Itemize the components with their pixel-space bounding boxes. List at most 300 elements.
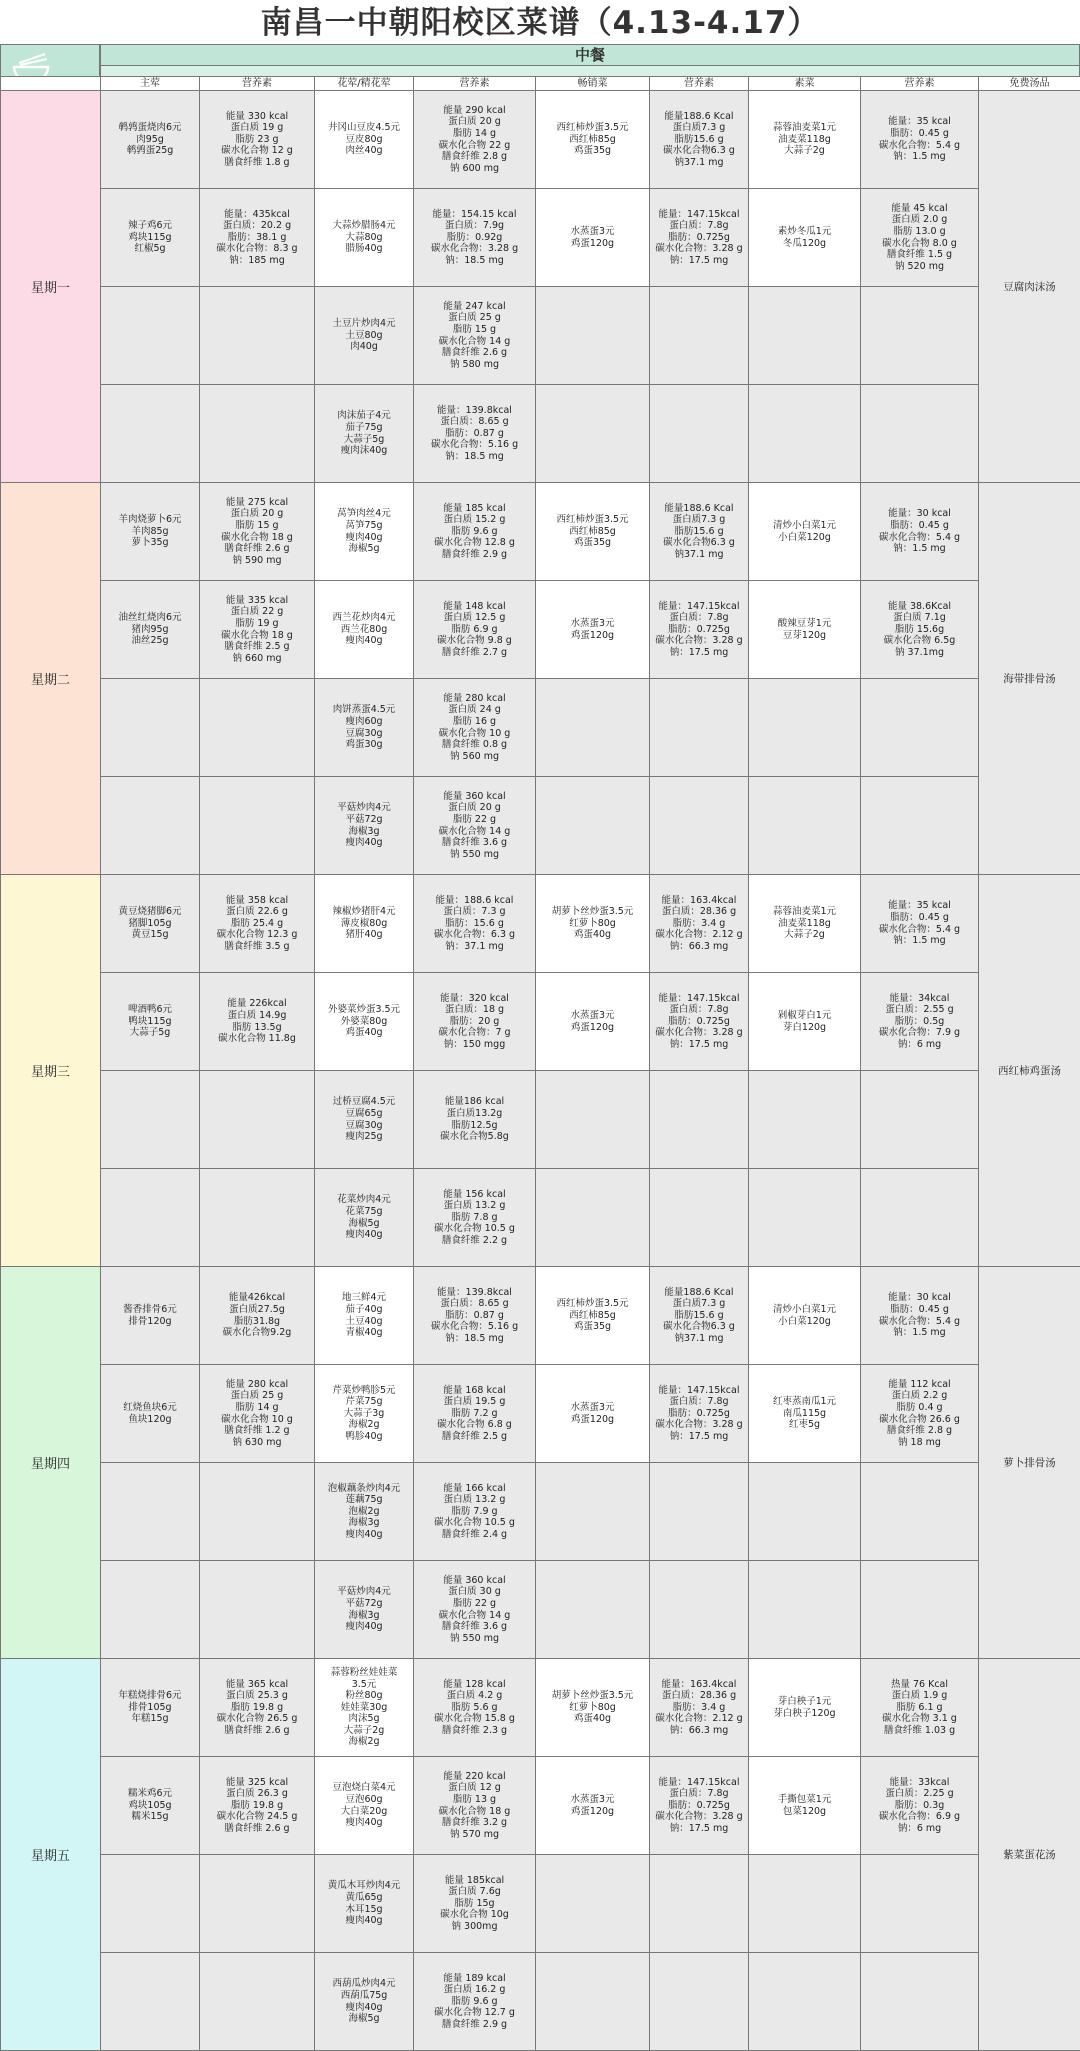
- cell-line: 碳水化合物：5.4 g: [878, 531, 961, 543]
- bestseller-nutrition-cell: [650, 1659, 749, 1757]
- vegetable-cell: [749, 1267, 861, 1365]
- cell-line: 排骨120g: [128, 1315, 172, 1327]
- main-nutrition-cell: [200, 1855, 315, 1953]
- cell-line: 蛋白质 24 g: [448, 704, 501, 716]
- main-dish-cell: [101, 1561, 200, 1659]
- cell-line: 能量 185kcal: [444, 1874, 505, 1886]
- cell-line: 脂肪：15.6 g: [445, 917, 504, 929]
- free-soup-cell: 西红柿鸡蛋汤: [979, 875, 1080, 1267]
- cell-line: 水蒸蛋3元: [570, 1401, 615, 1413]
- cell-line: 能量：33kcal: [889, 1776, 950, 1788]
- main-dish-cell: [101, 973, 200, 1071]
- cell-line: 能量186 kcal: [444, 1096, 505, 1108]
- vegetable-cell: [749, 1561, 861, 1659]
- cell-line: 碳水化合物：5.4 g: [878, 139, 961, 151]
- cell-line: 海椒5g: [348, 2013, 380, 2025]
- cell-line: 碳水化合物：3.28 g: [655, 635, 743, 647]
- side-dish-cell: [315, 1463, 414, 1561]
- cell-line: 能量：188.6 kcal: [435, 894, 514, 906]
- menu-row: [1, 679, 1080, 777]
- cell-line: 碳水化合物：5.4 g: [878, 1315, 961, 1327]
- side-nutrition-cell: [414, 1071, 536, 1169]
- main-nutrition-cell: [200, 973, 315, 1071]
- cell-line: 碳水化合物：8.3 g: [216, 243, 298, 255]
- cell-line: 大蒜子2g: [343, 1724, 385, 1736]
- bestseller-cell: [536, 1169, 650, 1267]
- cell-line: 花菜75g: [345, 1205, 383, 1217]
- cell-line: 膳食纤维 2.8 g: [886, 1425, 953, 1437]
- cell-line: 能量：435kcal: [224, 208, 290, 220]
- cell-line: 碳水化合物：5.16 g: [430, 439, 519, 451]
- cell-line: 胡萝卜丝炒蛋3.5元: [551, 906, 634, 918]
- cell-line: 大蒜子5g: [129, 1027, 171, 1039]
- cell-line: 蛋白质 20 g: [230, 508, 284, 520]
- menu-table: [0, 76, 1080, 2051]
- cell-line: 能量：147.15kcal: [658, 208, 740, 220]
- cell-line: 热量 76 Kcal: [890, 1678, 949, 1690]
- cell-line: 膳食纤维 2.6 g: [441, 347, 508, 359]
- side-dish-cell: [315, 483, 414, 581]
- cell-line: 蛋白质 4.2 g: [446, 1690, 503, 1702]
- cell-line: 肉饼蒸蛋4.5元: [332, 704, 396, 716]
- bestseller-nutrition-cell: [650, 1071, 749, 1169]
- cell-line: 钠：185 mg: [229, 254, 285, 266]
- cell-line: 能量：147.15kcal: [658, 992, 740, 1004]
- cell-line: 瘦肉40g: [345, 531, 383, 543]
- cell-line: 膳食纤维 1.03 g: [883, 1724, 956, 1736]
- cell-line: 脂肪 6.1 g: [896, 1701, 943, 1713]
- cell-line: 瘦肉25g: [345, 1131, 383, 1143]
- bestseller-nutrition-cell: [650, 91, 749, 189]
- vegetable-cell: [749, 875, 861, 973]
- cell-line: 能量 360 kcal: [443, 1574, 506, 1586]
- vegetable-nutrition-cell: [861, 679, 979, 777]
- cell-line: 泡椒2g: [348, 1505, 380, 1517]
- cell-line: 蛋白质 22 g: [230, 606, 284, 618]
- bestseller-nutrition-cell: [650, 483, 749, 581]
- cell-line: 膳食纤维 2.5 g: [224, 641, 290, 653]
- cell-line: 鸭胗40g: [345, 1430, 383, 1442]
- main-nutrition-cell: [200, 189, 315, 287]
- cell-line: 蛋白质7.3 g: [672, 514, 726, 526]
- cell-line: 糯米15g: [131, 1811, 169, 1823]
- cell-line: 肉95g: [136, 133, 164, 145]
- bestseller-cell: [536, 483, 650, 581]
- cell-line: 蛋白质 20 g: [448, 116, 501, 128]
- cell-line: 肉40g: [350, 341, 378, 353]
- cell-line: 大蒜子2g: [784, 145, 825, 157]
- vegetable-nutrition-cell: [861, 287, 979, 385]
- cell-line: 钠 300mg: [451, 1920, 498, 1932]
- bestseller-nutrition-cell: [650, 385, 749, 483]
- side-dish-cell: [315, 875, 414, 973]
- cell-line: 瘦肉40g: [345, 635, 383, 647]
- cell-line: 蛋白质：20.2 g: [222, 220, 292, 232]
- vegetable-cell: [749, 581, 861, 679]
- cell-line: 能量 358 kcal: [225, 894, 289, 906]
- main-dish-cell: [101, 1071, 200, 1169]
- main-dish-cell: [101, 1953, 200, 2051]
- side-dish-cell: [315, 581, 414, 679]
- cell-line: 脂肪 6.9 g: [451, 623, 498, 635]
- bestseller-cell: [536, 287, 650, 385]
- bestseller-cell: [536, 1953, 650, 2051]
- cell-line: 碳水化合物 18 g: [221, 531, 293, 543]
- bestseller-nutrition-cell: [650, 875, 749, 973]
- cell-line: 羊肉85g: [131, 525, 169, 537]
- free-soup-cell: 豆腐肉沫汤: [979, 91, 1080, 483]
- vegetable-nutrition-cell: [861, 1169, 979, 1267]
- cell-line: 钠 600 mg: [450, 162, 499, 174]
- cell-line: 黄瓜65g: [345, 1891, 383, 1903]
- bestseller-nutrition-cell: [650, 1169, 749, 1267]
- header-spacer: [100, 66, 1080, 76]
- cell-line: 猪脚105g: [128, 917, 172, 929]
- cell-line: 蛋白质 20 g: [448, 802, 501, 814]
- cell-line: 瘦肉60g: [345, 715, 383, 727]
- cell-line: 碳水化合物 26.5 g: [216, 1713, 298, 1725]
- cell-line: 娃娃菜30g: [340, 1701, 388, 1713]
- cell-line: 脂肪 19.8 g: [230, 1701, 284, 1713]
- cell-line: 土豆片炒肉4元: [332, 318, 396, 330]
- cell-line: 碳水化合物 3.1 g: [882, 1713, 957, 1725]
- cell-line: 蛋白质 26.3 g: [226, 1788, 288, 1800]
- cell-line: 碳水化合物 6.5g: [883, 635, 956, 647]
- cell-line: 芹菜75g: [345, 1396, 383, 1408]
- bestseller-cell: [536, 1659, 650, 1757]
- menu-row: [1, 1659, 1080, 1757]
- vegetable-cell: [749, 1659, 861, 1757]
- main-nutrition-cell: [200, 1365, 315, 1463]
- vegetable-nutrition-cell: [861, 581, 979, 679]
- cell-line: 辣子鸡6元: [127, 220, 173, 232]
- cell-line: 芽白秧子1元: [777, 1695, 832, 1707]
- cell-line: 芽白秧子120g: [773, 1707, 836, 1719]
- cell-line: 钠 590 mg: [232, 554, 282, 566]
- cell-line: 瘦肉40g: [345, 1528, 383, 1540]
- cell-line: 能量：147.15kcal: [658, 600, 740, 612]
- cell-line: 豆芽120g: [782, 629, 827, 641]
- cell-line: 碳水化合物：6.9 g: [878, 1811, 961, 1823]
- cell-line: 蛋白质 7.6g: [448, 1886, 501, 1898]
- cell-line: 膳食纤维 2.2 g: [441, 1234, 508, 1246]
- cell-line: 红烧鱼块6元: [123, 1401, 177, 1413]
- cell-line: 能量 325 kcal: [225, 1776, 289, 1788]
- cell-line: 鸭块115g: [128, 1015, 172, 1027]
- main-nutrition-cell: [200, 679, 315, 777]
- cell-line: 芽白120g: [782, 1021, 827, 1033]
- vegetable-nutrition-cell: [861, 483, 979, 581]
- vegetable-cell: [749, 385, 861, 483]
- cell-line: 能量 148 kcal: [443, 600, 506, 612]
- main-dish-cell: [101, 1659, 200, 1757]
- bestseller-nutrition-cell: [650, 777, 749, 875]
- cell-line: 膳食纤维 1.8 g: [224, 156, 290, 168]
- cell-line: 西红柿炒蛋3.5元: [556, 1298, 629, 1310]
- cell-line: 脂肪 5.6 g: [451, 1701, 498, 1713]
- cell-line: 豆腐30g: [345, 727, 383, 739]
- cell-line: 脂肪 15 g: [452, 323, 497, 335]
- cell-line: 豆腐65g: [345, 1107, 383, 1119]
- side-dish-cell: [315, 679, 414, 777]
- cell-line: 钠 560 mg: [450, 750, 499, 762]
- side-dish-cell: [315, 1365, 414, 1463]
- cell-line: 手撕包菜1元: [777, 1793, 832, 1805]
- cell-line: 蛋白质 14.9g: [227, 1009, 287, 1021]
- cell-line: 膳食纤维 2.6 g: [224, 1822, 290, 1834]
- cell-line: 脂肪：3.4 g: [672, 917, 726, 929]
- cell-line: 瘦肉40g: [345, 2001, 383, 2013]
- cell-line: 能量 45 kcal: [891, 202, 948, 214]
- cell-line: 能量：147.15kcal: [658, 1776, 740, 1788]
- cell-line: 脂肪 7.2 g: [451, 1407, 498, 1419]
- cell-line: 西红柿85g: [569, 133, 616, 145]
- cell-line: 钠：17.5 mg: [669, 646, 729, 658]
- cell-line: 钠 550 mg: [450, 1632, 499, 1644]
- column-header: 营养素: [650, 77, 749, 91]
- main-dish-cell: [101, 1267, 200, 1365]
- cell-line: 木耳15g: [345, 1903, 383, 1915]
- cell-line: 碳水化合物 10.5 g: [434, 1517, 515, 1529]
- menu-row: [1, 875, 1080, 973]
- cell-line: 能量188.6 Kcal: [664, 1286, 734, 1298]
- cell-line: 碳水化合物 26.6 g: [879, 1413, 960, 1425]
- main-nutrition-cell: [200, 777, 315, 875]
- cell-line: 钠：1.5 mg: [893, 935, 946, 947]
- cell-line: 莴笋75g: [345, 519, 383, 531]
- cell-line: 能量 38.6Kcal: [887, 600, 952, 612]
- cell-line: 肉沫5g: [348, 1713, 380, 1725]
- cell-line: 西葫瓜炒肉4元: [332, 1978, 396, 1990]
- cell-line: 水蒸蛋3元: [570, 617, 615, 629]
- main-dish-cell: [101, 483, 200, 581]
- menu-row: [1, 1365, 1080, 1463]
- cell-line: 能量 275 kcal: [225, 496, 289, 508]
- bestseller-nutrition-cell: [650, 1463, 749, 1561]
- cell-line: 膳食纤维 3.2 g: [441, 1817, 508, 1829]
- column-header: 营养素: [861, 77, 979, 91]
- cell-line: 蛋白质：2.55 g: [885, 1004, 954, 1016]
- cell-line: 脂肪 14 g: [452, 127, 497, 139]
- cell-line: 蛋白质 15.2 g: [443, 514, 506, 526]
- vegetable-cell: [749, 679, 861, 777]
- main-dish-cell: [101, 777, 200, 875]
- cell-line: 碳水化合物 11.8g: [218, 1033, 296, 1045]
- cell-line: 腊肠40g: [345, 243, 383, 255]
- cell-line: 碳水化合物6.3 g: [663, 1321, 735, 1333]
- cell-line: 蛋白质：7.3 g: [443, 906, 506, 918]
- cell-line: 钠37.1 mg: [674, 1332, 724, 1344]
- cell-line: 钠 570 mg: [450, 1828, 499, 1840]
- bestseller-nutrition-cell: [650, 1757, 749, 1855]
- cell-line: 鸡蛋30g: [345, 739, 383, 751]
- cell-line: 鸡蛋40g: [573, 929, 612, 941]
- cell-line: 平菇炒肉4元: [337, 802, 391, 814]
- cell-line: 钠：6 mg: [897, 1038, 942, 1050]
- cell-line: 薄皮椒80g: [340, 917, 388, 929]
- cell-line: 大蒜子2g: [784, 929, 825, 941]
- cell-line: 大蒜80g: [345, 231, 383, 243]
- cell-line: 钠37.1 mg: [674, 548, 724, 560]
- cell-line: 能量 156 kcal: [443, 1188, 506, 1200]
- cell-line: 膳食纤维 3.6 g: [441, 837, 508, 849]
- cell-line: 冬瓜120g: [782, 237, 827, 249]
- cell-line: 能量188.6 Kcal: [664, 502, 734, 514]
- weekday-label: 星期一: [1, 91, 101, 483]
- bestseller-cell: [536, 189, 650, 287]
- main-nutrition-cell: [200, 1757, 315, 1855]
- cell-line: 钠：66.3 mg: [669, 1724, 729, 1736]
- cell-line: 膳食纤维 2.3 g: [441, 1724, 508, 1736]
- cell-line: 钠：17.5 mg: [669, 254, 729, 266]
- cell-line: 能量 280 kcal: [443, 692, 506, 704]
- cell-line: 蛋白质：7.8g: [669, 1788, 729, 1800]
- cell-line: 脂肪15.6 g: [674, 1309, 724, 1321]
- cell-line: 瘦肉沫40g: [340, 445, 388, 457]
- cell-line: 辣椒炒猪肝4元: [332, 906, 396, 918]
- cell-line: 膳食纤维 0.8 g: [441, 739, 508, 751]
- cell-line: 蛋白质 2.2 g: [891, 1390, 948, 1402]
- main-nutrition-cell: [200, 1561, 315, 1659]
- menu-row: [1, 287, 1080, 385]
- cell-line: 红枣蒸南瓜1元: [772, 1396, 837, 1408]
- main-dish-cell: [101, 581, 200, 679]
- cell-line: 脂肪 9.6 g: [451, 1995, 498, 2007]
- cell-line: 碳水化合物：7 g: [438, 1027, 511, 1039]
- cell-line: 糯米鸡6元: [127, 1788, 173, 1800]
- cell-line: 蛋白质7.3 g: [672, 1298, 726, 1310]
- cell-line: 脂肪：20 g: [449, 1015, 500, 1027]
- cell-line: 蛋白质27.5g: [229, 1303, 285, 1315]
- vegetable-nutrition-cell: [861, 1365, 979, 1463]
- cell-line: 脂肪 13.0 g: [893, 225, 946, 237]
- cell-line: 脂肪：0.45 g: [890, 1303, 949, 1315]
- main-dish-cell: [101, 1757, 200, 1855]
- side-dish-cell: [315, 91, 414, 189]
- bestseller-nutrition-cell: [650, 189, 749, 287]
- cell-line: 黄瓜木耳炒肉4元: [327, 1880, 401, 1892]
- cell-line: 钠 630 mg: [232, 1436, 282, 1448]
- cell-line: 钠：6 mg: [897, 1822, 942, 1834]
- cell-line: 碳水化合物 6.8 g: [437, 1419, 512, 1431]
- side-nutrition-cell: [414, 1561, 536, 1659]
- cell-line: 酱香排骨6元: [123, 1303, 177, 1315]
- cell-line: 大蒜子3g: [343, 1407, 385, 1419]
- cell-line: 脂肪：0.5g: [894, 1015, 945, 1027]
- cell-line: 碳水化合物：6.3 g: [433, 929, 516, 941]
- vegetable-nutrition-cell: [861, 777, 979, 875]
- cell-line: 清炒小白菜1元: [772, 519, 837, 531]
- cell-line: 能量：35 kcal: [888, 900, 951, 912]
- cell-line: 碳水化合物 14 g: [438, 335, 511, 347]
- cell-line: 海椒3g: [348, 1517, 380, 1529]
- cell-line: 蛋白质13.2g: [446, 1107, 503, 1119]
- cell-line: 碳水化合物 15.8 g: [434, 1713, 515, 1725]
- side-nutrition-cell: [414, 1659, 536, 1757]
- side-nutrition-cell: [414, 385, 536, 483]
- side-nutrition-cell: [414, 1463, 536, 1561]
- menu-row: [1, 1071, 1080, 1169]
- cell-line: 能量 112 kcal: [888, 1378, 951, 1390]
- bestseller-cell: [536, 1855, 650, 1953]
- bestseller-cell: [536, 385, 650, 483]
- cell-line: 3.5元: [351, 1678, 377, 1690]
- vegetable-cell: [749, 1169, 861, 1267]
- cell-line: 蒜蓉油麦菜1元: [772, 906, 837, 918]
- cell-line: 莲藕75g: [345, 1494, 383, 1506]
- menu-row: [1, 91, 1080, 189]
- vegetable-cell: [749, 1757, 861, 1855]
- cell-line: 能量：147.15kcal: [658, 1384, 740, 1396]
- cell-line: 脂肪：0.87 g: [445, 427, 504, 439]
- cell-line: 脂肪：3.4 g: [672, 1701, 726, 1713]
- vegetable-nutrition-cell: [861, 189, 979, 287]
- cell-line: 碳水化合物：7.9 g: [878, 1027, 961, 1039]
- cell-line: 脂肪：0.87 g: [445, 1309, 504, 1321]
- cell-line: 钠：17.5 mg: [669, 1038, 729, 1050]
- main-nutrition-cell: [200, 1267, 315, 1365]
- cell-line: 能量 166 kcal: [443, 1482, 506, 1494]
- cell-line: 碳水化合物：3.28 g: [655, 1027, 743, 1039]
- bestseller-cell: [536, 1071, 650, 1169]
- vegetable-nutrition-cell: [861, 875, 979, 973]
- cell-line: 能量426kcal: [228, 1292, 286, 1304]
- bestseller-nutrition-cell: [650, 1953, 749, 2051]
- bestseller-nutrition-cell: [650, 679, 749, 777]
- column-header: 畅销菜: [536, 77, 650, 91]
- main-dish-cell: [101, 1169, 200, 1267]
- cell-line: 能量：139.8kcal: [437, 404, 512, 416]
- cell-line: 猪肉95g: [131, 623, 169, 635]
- cell-line: 膳食纤维 1.5 g: [886, 249, 953, 261]
- cell-line: 钠：150 mgg: [443, 1038, 506, 1050]
- cell-line: 碳水化合物：3.28 g: [655, 1811, 743, 1823]
- bestseller-nutrition-cell: [650, 287, 749, 385]
- cell-line: 能量：35 kcal: [888, 116, 951, 128]
- cell-line: 膳食纤维 1.2 g: [224, 1425, 290, 1437]
- bestseller-cell: [536, 1561, 650, 1659]
- cell-line: 包菜120g: [782, 1805, 827, 1817]
- cell-line: 能量：34kcal: [889, 992, 950, 1004]
- cell-line: 脂肪15.6 g: [674, 133, 724, 145]
- main-nutrition-cell: [200, 1463, 315, 1561]
- cell-line: 茄子40g: [345, 1303, 383, 1315]
- vegetable-nutrition-cell: [861, 1071, 979, 1169]
- cell-line: 能量188.6 Kcal: [664, 110, 734, 122]
- side-dish-cell: [315, 777, 414, 875]
- cell-line: 小白菜120g: [778, 531, 831, 543]
- side-dish-cell: [315, 1953, 414, 2051]
- cell-line: 钠：1.5 mg: [893, 151, 946, 163]
- cell-line: 脂肪：0.92g: [446, 231, 503, 243]
- cell-line: 酸辣豆芽1元: [777, 617, 832, 629]
- weekday-label: 星期二: [1, 483, 101, 875]
- cell-line: 黄豆15g: [131, 929, 169, 941]
- cell-line: 膳食纤维 2.6 g: [224, 1724, 290, 1736]
- cell-line: 排骨105g: [128, 1701, 172, 1713]
- cell-line: 能量 247 kcal: [443, 300, 506, 312]
- cell-line: 啤酒鸭6元: [127, 1004, 173, 1016]
- bestseller-cell: [536, 1757, 650, 1855]
- side-dish-cell: [315, 385, 414, 483]
- cell-line: 青椒40g: [345, 1327, 383, 1339]
- cell-line: 蛋白质 25 g: [230, 1390, 284, 1402]
- bestseller-cell: [536, 777, 650, 875]
- cell-line: 碳水化合物 8.0 g: [882, 237, 957, 249]
- cell-line: 脂肪：0.725g: [668, 1015, 730, 1027]
- cell-line: 碳水化合物 12.8 g: [434, 537, 515, 549]
- main-nutrition-cell: [200, 287, 315, 385]
